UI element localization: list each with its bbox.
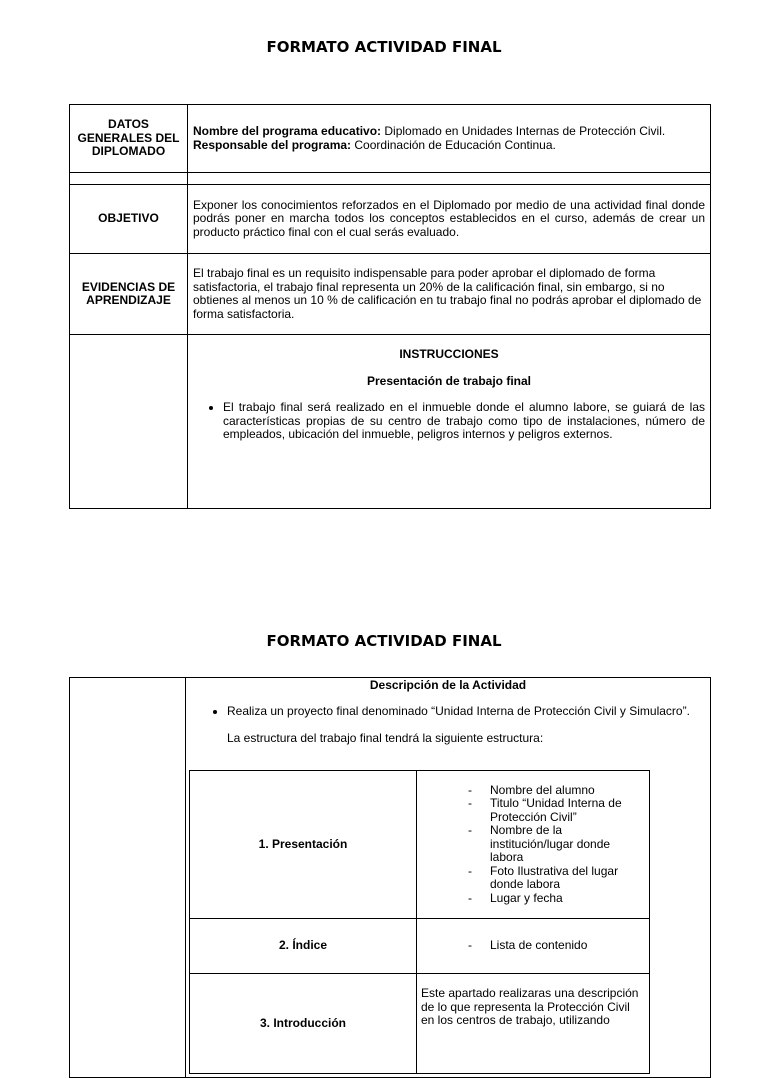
introduccion-text: Este apartado realizaras una descripción de lo que representa la Protección Civil en los centros de trabajo, utilizando	[417, 974, 650, 1074]
instrucciones-title: INSTRUCCIONES	[399, 347, 499, 361]
descripcion-title: Descripción de la Actividad	[369, 678, 527, 692]
list-item: - Nombre de la institución/lugar donde labora	[490, 824, 645, 865]
objetivo-label: OBJETIVO	[70, 185, 188, 254]
responsable-value: Coordinación de Educación Continua.	[351, 137, 556, 152]
programa-label: Nombre del programa educativo:	[193, 124, 382, 138]
evidencias-label: EVIDENCIAS DE APRENDIZAJE	[70, 254, 188, 335]
section-introduccion: 3. Introducción	[190, 974, 417, 1074]
responsable-line	[193, 139, 705, 153]
estructura-text: La estructura del trabajo final tendrá la siguiente estructura:	[227, 730, 544, 745]
activity-list	[187, 705, 709, 719]
section-presentacion: 1. Presentación	[190, 771, 417, 919]
indice-items	[417, 919, 650, 974]
general-data-table	[69, 104, 711, 509]
list-item: - Lugar y fecha	[490, 892, 645, 906]
structure-table	[189, 770, 650, 1074]
empty-label-cell	[70, 678, 186, 1078]
list-item: - Titulo “Unidad Interna de Protección Civil”	[490, 797, 645, 824]
list-item: • El trabajo final será realizado en el inmueble donde el alumno labore, se guiará de las características propias de su centro de trabajo como tipo de instalaciones, número de empleados, ubicación del inmueble, peligros internos y peligros externos.	[223, 401, 705, 442]
programa-value: Diplomado en Unidades Internas de Protección Civil.	[381, 124, 666, 138]
spacer-cell	[188, 173, 711, 185]
instructions-list	[193, 401, 705, 442]
evidencias-text: El trabajo final es un requisito indispensable para poder aprobar el diplomado de forma satisfactoria, el trabajo final representa un 20% de la calificación final, sin embargo, si no obtienes al menos un 10 % de calificación en tu trabajo final no podrás aprobar el diplomado de forma satisfactoria.	[188, 254, 711, 335]
presentacion-title: Presentación de trabajo final	[366, 373, 532, 388]
list-item: - Foto Ilustrativa del lugar donde labora	[490, 865, 645, 892]
program-info-cell	[188, 105, 711, 173]
responsable-label: Responsable del programa:	[193, 137, 352, 152]
spacer-cell	[70, 173, 188, 185]
page-title-2: FORMATO ACTIVIDAD FINAL	[266, 632, 502, 650]
list-item: - Lista de contenido	[490, 939, 645, 953]
instructions-cell	[188, 335, 711, 509]
section-indice: 2. Índice	[190, 919, 417, 974]
datos-label: DATOS GENERALES DEL DIPLOMADO	[70, 105, 188, 173]
objetivo-text: Exponer los conocimientos reforzados en el Diplomado por medio de una actividad final donde podrás poner en marcha todos los conceptos establecidos en el curso, además de crear un producto práctico final con el cual serás evaluado.	[188, 185, 711, 254]
empty-label-cell	[70, 335, 188, 509]
list-item: - Nombre del alumno	[490, 784, 645, 798]
list-item: • Realiza un proyecto final denominado “Unidad Interna de Protección Civil y Simulacro”.	[227, 705, 709, 719]
page-title: FORMATO ACTIVIDAD FINAL	[266, 38, 502, 56]
programa-line	[193, 125, 705, 139]
presentacion-items	[417, 771, 650, 919]
